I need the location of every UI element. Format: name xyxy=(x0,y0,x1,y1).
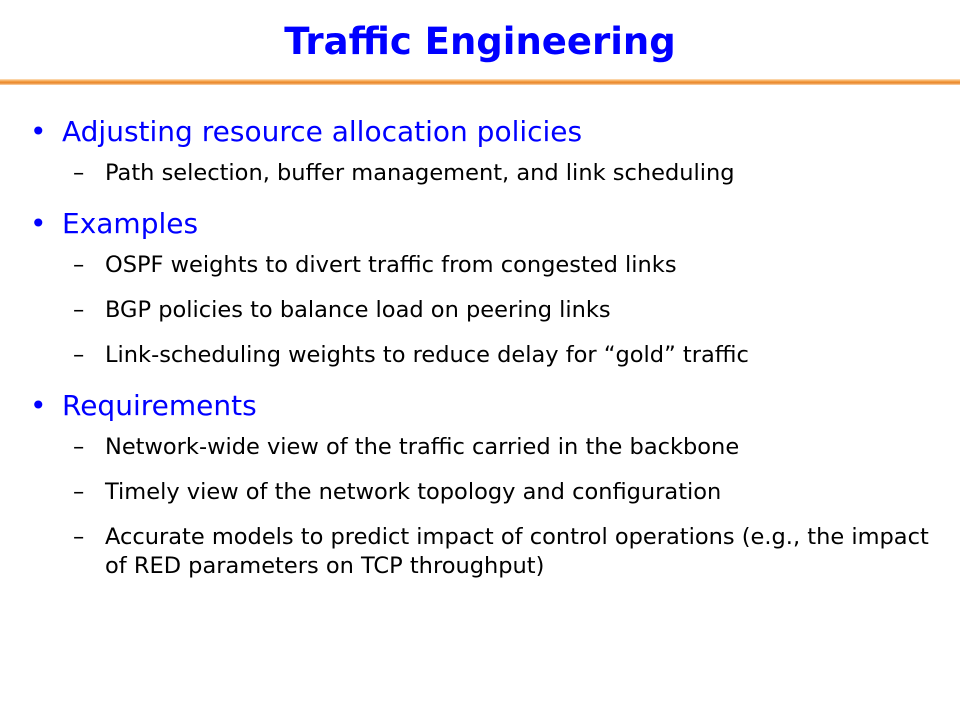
sub-bullet xyxy=(30,523,940,581)
sub-bullet-dash: – xyxy=(73,524,85,550)
bullet-group-resource-allocation xyxy=(30,112,940,188)
sub-bullet-text: OSPF weights to divert traffic from congested links xyxy=(105,252,677,278)
sub-bullet-text: Link-scheduling weights to reduce delay for “gold” traffic xyxy=(105,342,749,368)
sub-bullet xyxy=(30,341,940,370)
bullet-text: Adjusting resource allocation policies xyxy=(62,115,583,148)
slide-title: Traffic Engineering xyxy=(284,20,676,63)
sub-bullet-text: Path selection, buffer management, and link scheduling xyxy=(105,160,735,186)
sub-bullet-text: BGP policies to balance load on peering links xyxy=(105,297,611,323)
bullet-heading xyxy=(30,112,940,152)
sub-bullet xyxy=(30,251,940,280)
sub-bullet-dash: – xyxy=(73,342,85,368)
title-underline xyxy=(0,79,960,85)
sub-bullet-dash: – xyxy=(73,297,85,323)
sub-bullet-dash: – xyxy=(73,479,85,505)
bullet-text: Examples xyxy=(62,207,199,240)
slide-body xyxy=(30,112,940,597)
sub-bullet xyxy=(30,433,940,462)
sub-bullet-text: Network-wide view of the traffic carried in the backbone xyxy=(105,434,740,460)
bullet-group-examples xyxy=(30,204,940,370)
sub-bullet xyxy=(30,478,940,507)
sub-bullet xyxy=(30,159,940,188)
sub-bullet-dash: – xyxy=(73,252,85,278)
sub-bullet-dash: – xyxy=(73,434,85,460)
sub-bullet-dash: – xyxy=(73,160,85,186)
bullet-dot: • xyxy=(30,115,47,148)
bullet-dot: • xyxy=(30,207,47,240)
sub-bullet xyxy=(30,296,940,325)
bullet-heading xyxy=(30,204,940,244)
bullet-dot: • xyxy=(30,389,47,422)
bullet-heading xyxy=(30,386,940,426)
sub-bullet-text: Accurate models to predict impact of control operations (e.g., the impact of RED parameters on TCP throughput) xyxy=(105,524,929,579)
bullet-text: Requirements xyxy=(62,389,257,422)
sub-bullet-text: Timely view of the network topology and configuration xyxy=(105,479,722,505)
bullet-group-requirements xyxy=(30,386,940,581)
